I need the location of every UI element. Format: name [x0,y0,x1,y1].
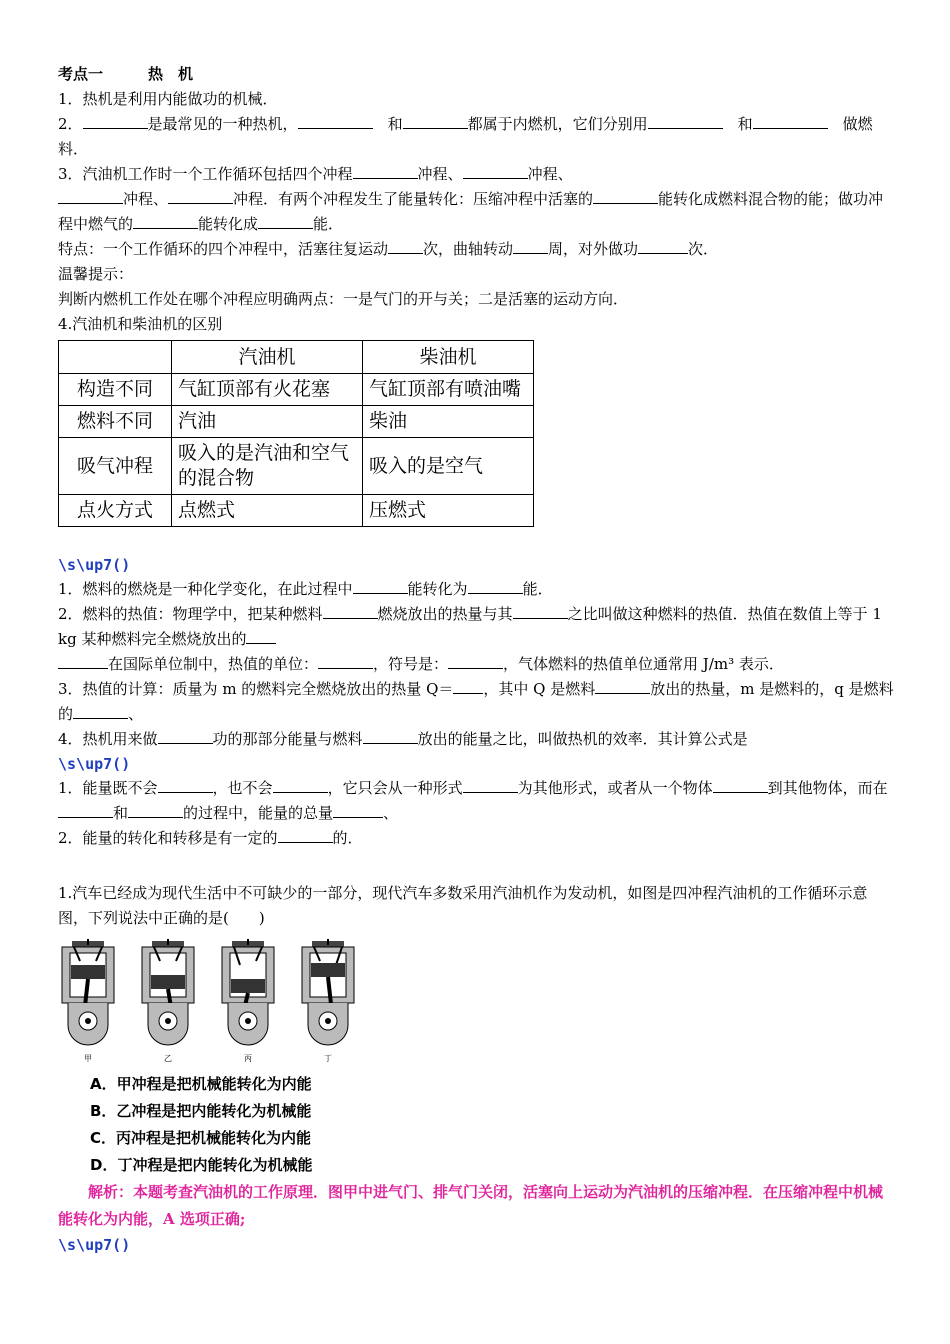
engine-cylinder-graphic [58,939,118,1049]
engine-diagram [218,939,278,1065]
fill-blank [353,163,418,179]
paragraph-fuel-2 [58,602,894,677]
text: 冲程．有两个冲程发生了能量转化：压缩冲程中活塞的 [233,190,594,208]
text: 放出的能量之比，叫做热机的效率．其计算公式是 [417,730,748,748]
fill-blank [246,628,276,644]
text: 和 [737,115,753,133]
engine-cylinder-graphic [218,939,278,1049]
figure-label: 丙 [244,1054,252,1063]
text: 1．燃料的燃烧是一种化学变化，在此过程中 [58,580,353,598]
engine-diagram [138,939,198,1065]
text: 之比叫做这种燃料的热值．热值在数值上等于 1 kg 某种燃料完全燃烧放出的 [58,605,882,648]
text: 和 [387,115,403,133]
fill-blank [133,213,198,229]
text: ，其中 Q 是燃料 [483,680,596,698]
table-header-row [59,341,534,374]
field-code-marker: \s\up7() [58,755,131,773]
paragraph-1: 1．热机是利用内能做功的机械． [58,90,278,108]
figure-label: 甲 [84,1054,92,1063]
text: 2． [58,115,83,133]
fill-blank [453,678,483,694]
fill-blank [595,678,650,694]
fill-blank [158,728,213,744]
fill-blank [648,113,723,129]
fill-blank [353,578,408,594]
text: ，它只会从一种形式 [327,779,463,797]
tip-text: 判断内燃机工作处在哪个冲程应明确两点：一是气门的开与关；二是活塞的运动方向． [58,290,629,308]
paragraph-3 [58,162,894,237]
text: 、 [128,705,144,723]
fill-blank [73,703,128,719]
option-d: D．丁冲程是把内能转化为机械能 [90,1156,313,1174]
text: 为其他形式，或者从一个物体 [517,779,713,797]
text: 是最常见的一种热机， [147,115,298,133]
table-cell: 吸入的是空气 [363,438,534,495]
fill-blank [158,777,213,793]
fill-blank [58,653,108,669]
table-cell: 吸气冲程 [59,438,172,495]
fill-blank [363,728,418,744]
table-row [59,438,534,495]
fill-blank [58,188,123,204]
fill-blank [333,802,383,818]
table-cell: 气缸顶部有火花塞 [172,374,363,406]
fill-blank [463,163,528,179]
paragraph-fuel-1 [58,577,894,602]
fill-blank [278,827,333,843]
text: 能． [313,215,344,233]
table-cell: 气缸顶部有喷油嘴 [363,374,534,406]
text: 放出的热量，m 是燃料的，q 是燃料的 [58,680,894,723]
table-cell: 汽油机 [172,341,363,374]
text: 冲程、 [527,165,573,183]
fill-blank [323,603,378,619]
table-row [59,374,534,406]
text: 次，曲轴转动 [423,240,514,258]
text: 做燃料． [58,115,873,158]
fill-blank [318,653,373,669]
section-title: 考点一 热 机 [58,65,194,83]
paragraph-fuel-3 [58,677,894,727]
table-cell: 柴油 [363,406,534,438]
question-stem: 1.汽车已经成为现代生活中不可缺少的一部分，现代汽车多数采用汽油机作为发动机，如图是四冲程汽油机的工作循环示意图，下列说法中正确的是( ) [58,884,868,927]
table-cell: 点燃式 [172,495,363,527]
text: 周，对外做功 [548,240,639,258]
text: ，符号是： [373,655,449,673]
fill-blank [128,802,183,818]
text: 能． [522,580,553,598]
text: 冲程、 [417,165,463,183]
fill-blank [513,238,548,254]
field-code-marker: \s\up7() [58,556,131,574]
paragraph-energy-2 [58,826,894,851]
fill-blank [403,113,468,129]
table-row [59,495,534,527]
fill-blank [593,188,658,204]
text: 2．燃料的热值：物理学中，把某种燃料 [58,605,323,623]
text: 到其他物体，而在 [767,779,888,797]
fill-blank [298,113,373,129]
table-cell: 压燃式 [363,495,534,527]
table-cell: 点火方式 [59,495,172,527]
paragraph-2 [58,112,894,162]
option-a: A．甲冲程是把机械能转化为内能 [90,1075,312,1093]
text: 的过程中，能量的总量 [183,804,334,822]
table-cell: 柴油机 [363,341,534,374]
fill-blank [168,188,233,204]
fill-blank [388,238,423,254]
text: 3．汽油机工作时一个工作循环包括四个冲程 [58,165,353,183]
option-b: B．乙冲程是把内能转化为机械能 [90,1102,312,1120]
option-c: C．丙冲程是把机械能转化为内能 [90,1129,312,1147]
text: 4．热机用来做 [58,730,158,748]
text: 能转化为 [407,580,468,598]
table-cell [59,341,172,374]
fill-blank [713,777,768,793]
text: ，气体燃料的热值单位通常用 J/m³ 表示． [503,655,784,673]
text: 燃烧放出的热量与其 [377,605,513,623]
text: 3．热值的计算：质量为 m 的燃料完全燃烧放出的热量 Q＝ [58,680,454,698]
table-cell: 构造不同 [59,374,172,406]
fill-blank [83,113,148,129]
fill-blank [463,777,518,793]
table-cell: 燃料不同 [59,406,172,438]
text: 冲程、 [123,190,169,208]
comparison-table [58,340,534,527]
engine-figure [58,939,894,1071]
document-page [58,62,894,1257]
analysis-text: 解析：本题考查汽油机的工作原理．图甲中进气门、排气门关闭，活塞向上运动为汽油机的压缩冲程．在压缩冲程中机械能转化为内能，A 选项正确; [58,1183,884,1228]
text: 能转化成 [198,215,259,233]
figure-label: 丁 [324,1054,332,1063]
text: 特点：一个工作循环的四个冲程中，活塞往复运动 [58,240,389,258]
text: 能转化成燃料混合物的能；做功冲程中燃气的 [58,190,884,233]
paragraph-fuel-4 [58,727,894,752]
text: 和 [113,804,129,822]
field-code-marker: \s\up7() [58,1236,131,1254]
text: 1．能量既不会 [58,779,158,797]
fill-blank [468,578,523,594]
paragraph-energy-1 [58,776,894,826]
paragraph-5: 4.汽油机和柴油机的区别 [58,315,223,333]
fill-blank [58,802,113,818]
engine-cylinder-graphic [138,939,198,1049]
text: 2．能量的转化和转移是有一定的 [58,829,278,847]
fill-blank [638,238,688,254]
fill-blank [513,603,568,619]
text: ，也不会 [212,779,273,797]
tip-title: 温馨提示： [58,265,134,283]
fill-blank [273,777,328,793]
table-cell: 汽油 [172,406,363,438]
text: 在国际单位制中，热值的单位： [108,655,319,673]
table-row [59,406,534,438]
text: 、 [383,804,399,822]
engine-diagram [298,939,358,1065]
fill-blank [258,213,313,229]
text: 的． [332,829,363,847]
text: 功的那部分能量与燃料 [212,730,363,748]
engine-diagram [58,939,118,1065]
fill-blank [753,113,828,129]
fill-blank [448,653,503,669]
paragraph-4 [58,237,894,262]
engine-cylinder-graphic [298,939,358,1049]
text: 次． [688,240,719,258]
table-cell: 吸入的是汽油和空气的混合物 [172,438,363,495]
figure-label: 乙 [164,1054,172,1063]
text: 都属于内燃机，它们分别用 [467,115,648,133]
